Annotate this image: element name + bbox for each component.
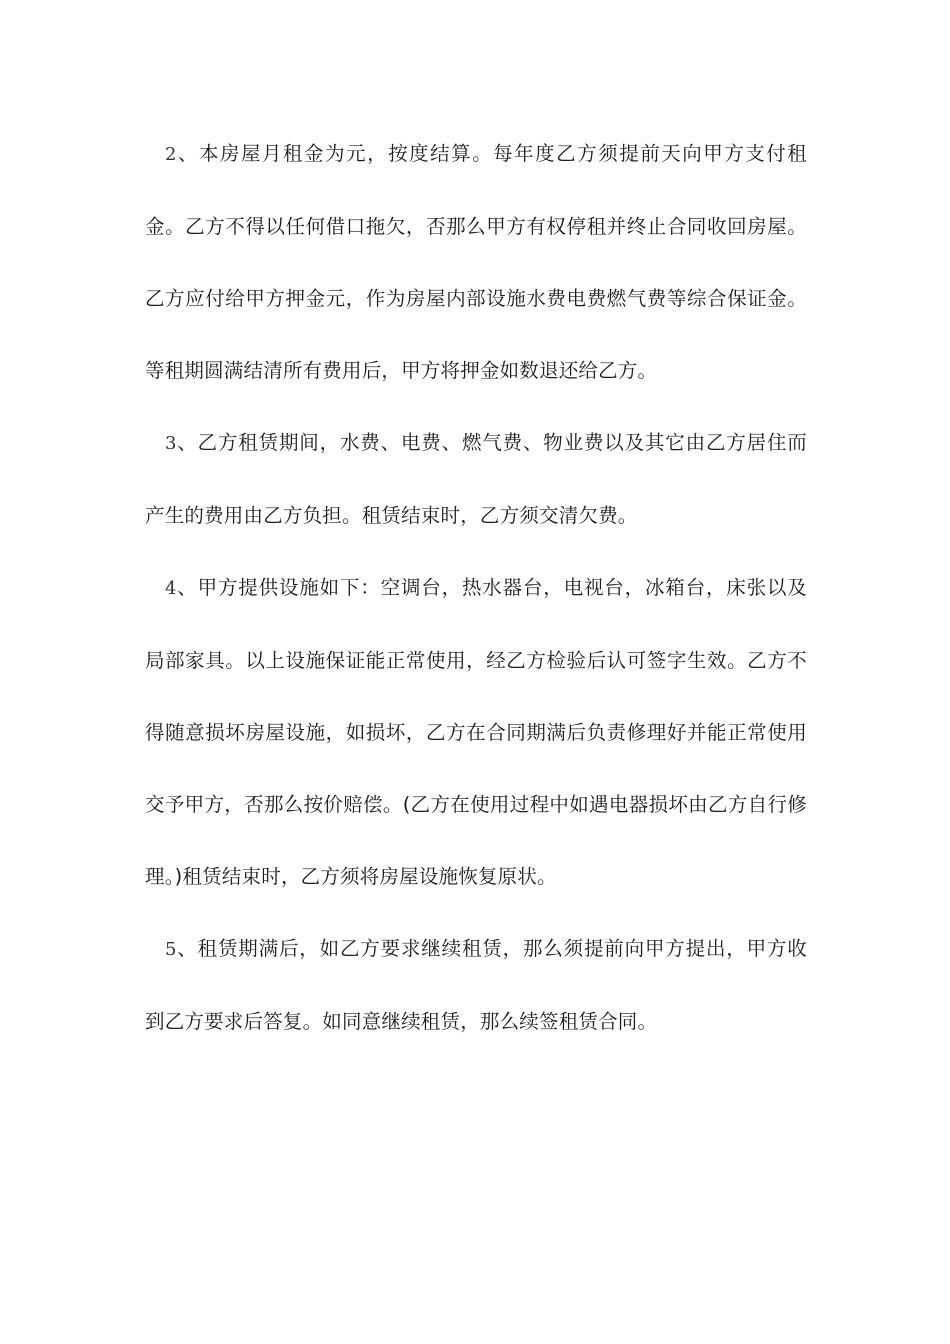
clause-separator: 、 — [176, 142, 199, 165]
clause-text: 乙方租赁期间，水费、电费、燃气费、物业费以及其它由乙方居住而产生的费用由乙方负担。租赁结束时，乙方须交清欠费。 — [145, 431, 807, 527]
clause-separator: 、 — [176, 576, 198, 599]
clause-number: 4 — [165, 578, 177, 599]
clause-2 — [145, 118, 807, 407]
clause-text: 甲方提供设施如下：空调台，热水器台，电视台，冰箱台，床张以及局部家具。以上设施保证能正常使用，经乙方检验后认可签字生效。乙方不得随意损坏房屋设施，如损坏，乙方在合同期满后负责修理好并能正常使用交予甲方，否那么按价赔偿。(乙方在使用过程中如遇电器损坏由乙方自行修理。)租赁结束时，乙方须将房屋设施恢复原状。 — [145, 576, 807, 888]
clause-3 — [145, 407, 807, 552]
clause-separator: 、 — [176, 937, 198, 960]
clause-5 — [145, 913, 807, 1058]
clause-text: 租赁期满后，如乙方要求继续租赁，那么须提前向甲方提出，甲方收到乙方要求后答复。如同意继续租赁，那么续签租赁合同。 — [145, 937, 807, 1033]
document-body — [145, 118, 807, 1058]
clause-number: 2 — [165, 144, 177, 165]
clause-4 — [145, 552, 807, 913]
clause-separator: 、 — [176, 431, 198, 454]
clause-text: 本房屋月租金为元，按度结算。每年度乙方须提前天向甲方支付租金。乙方不得以任何借口拖欠，否那么甲方有权停租并终止合同收回房屋。乙方应付给甲方押金元，作为房屋内部设施水费电费燃气费等综合保证金。等租期圆满结清所有费用后，甲方将押金如数退还给乙方。 — [145, 142, 807, 382]
clause-number: 3 — [165, 433, 177, 454]
clause-number: 5 — [165, 939, 177, 960]
